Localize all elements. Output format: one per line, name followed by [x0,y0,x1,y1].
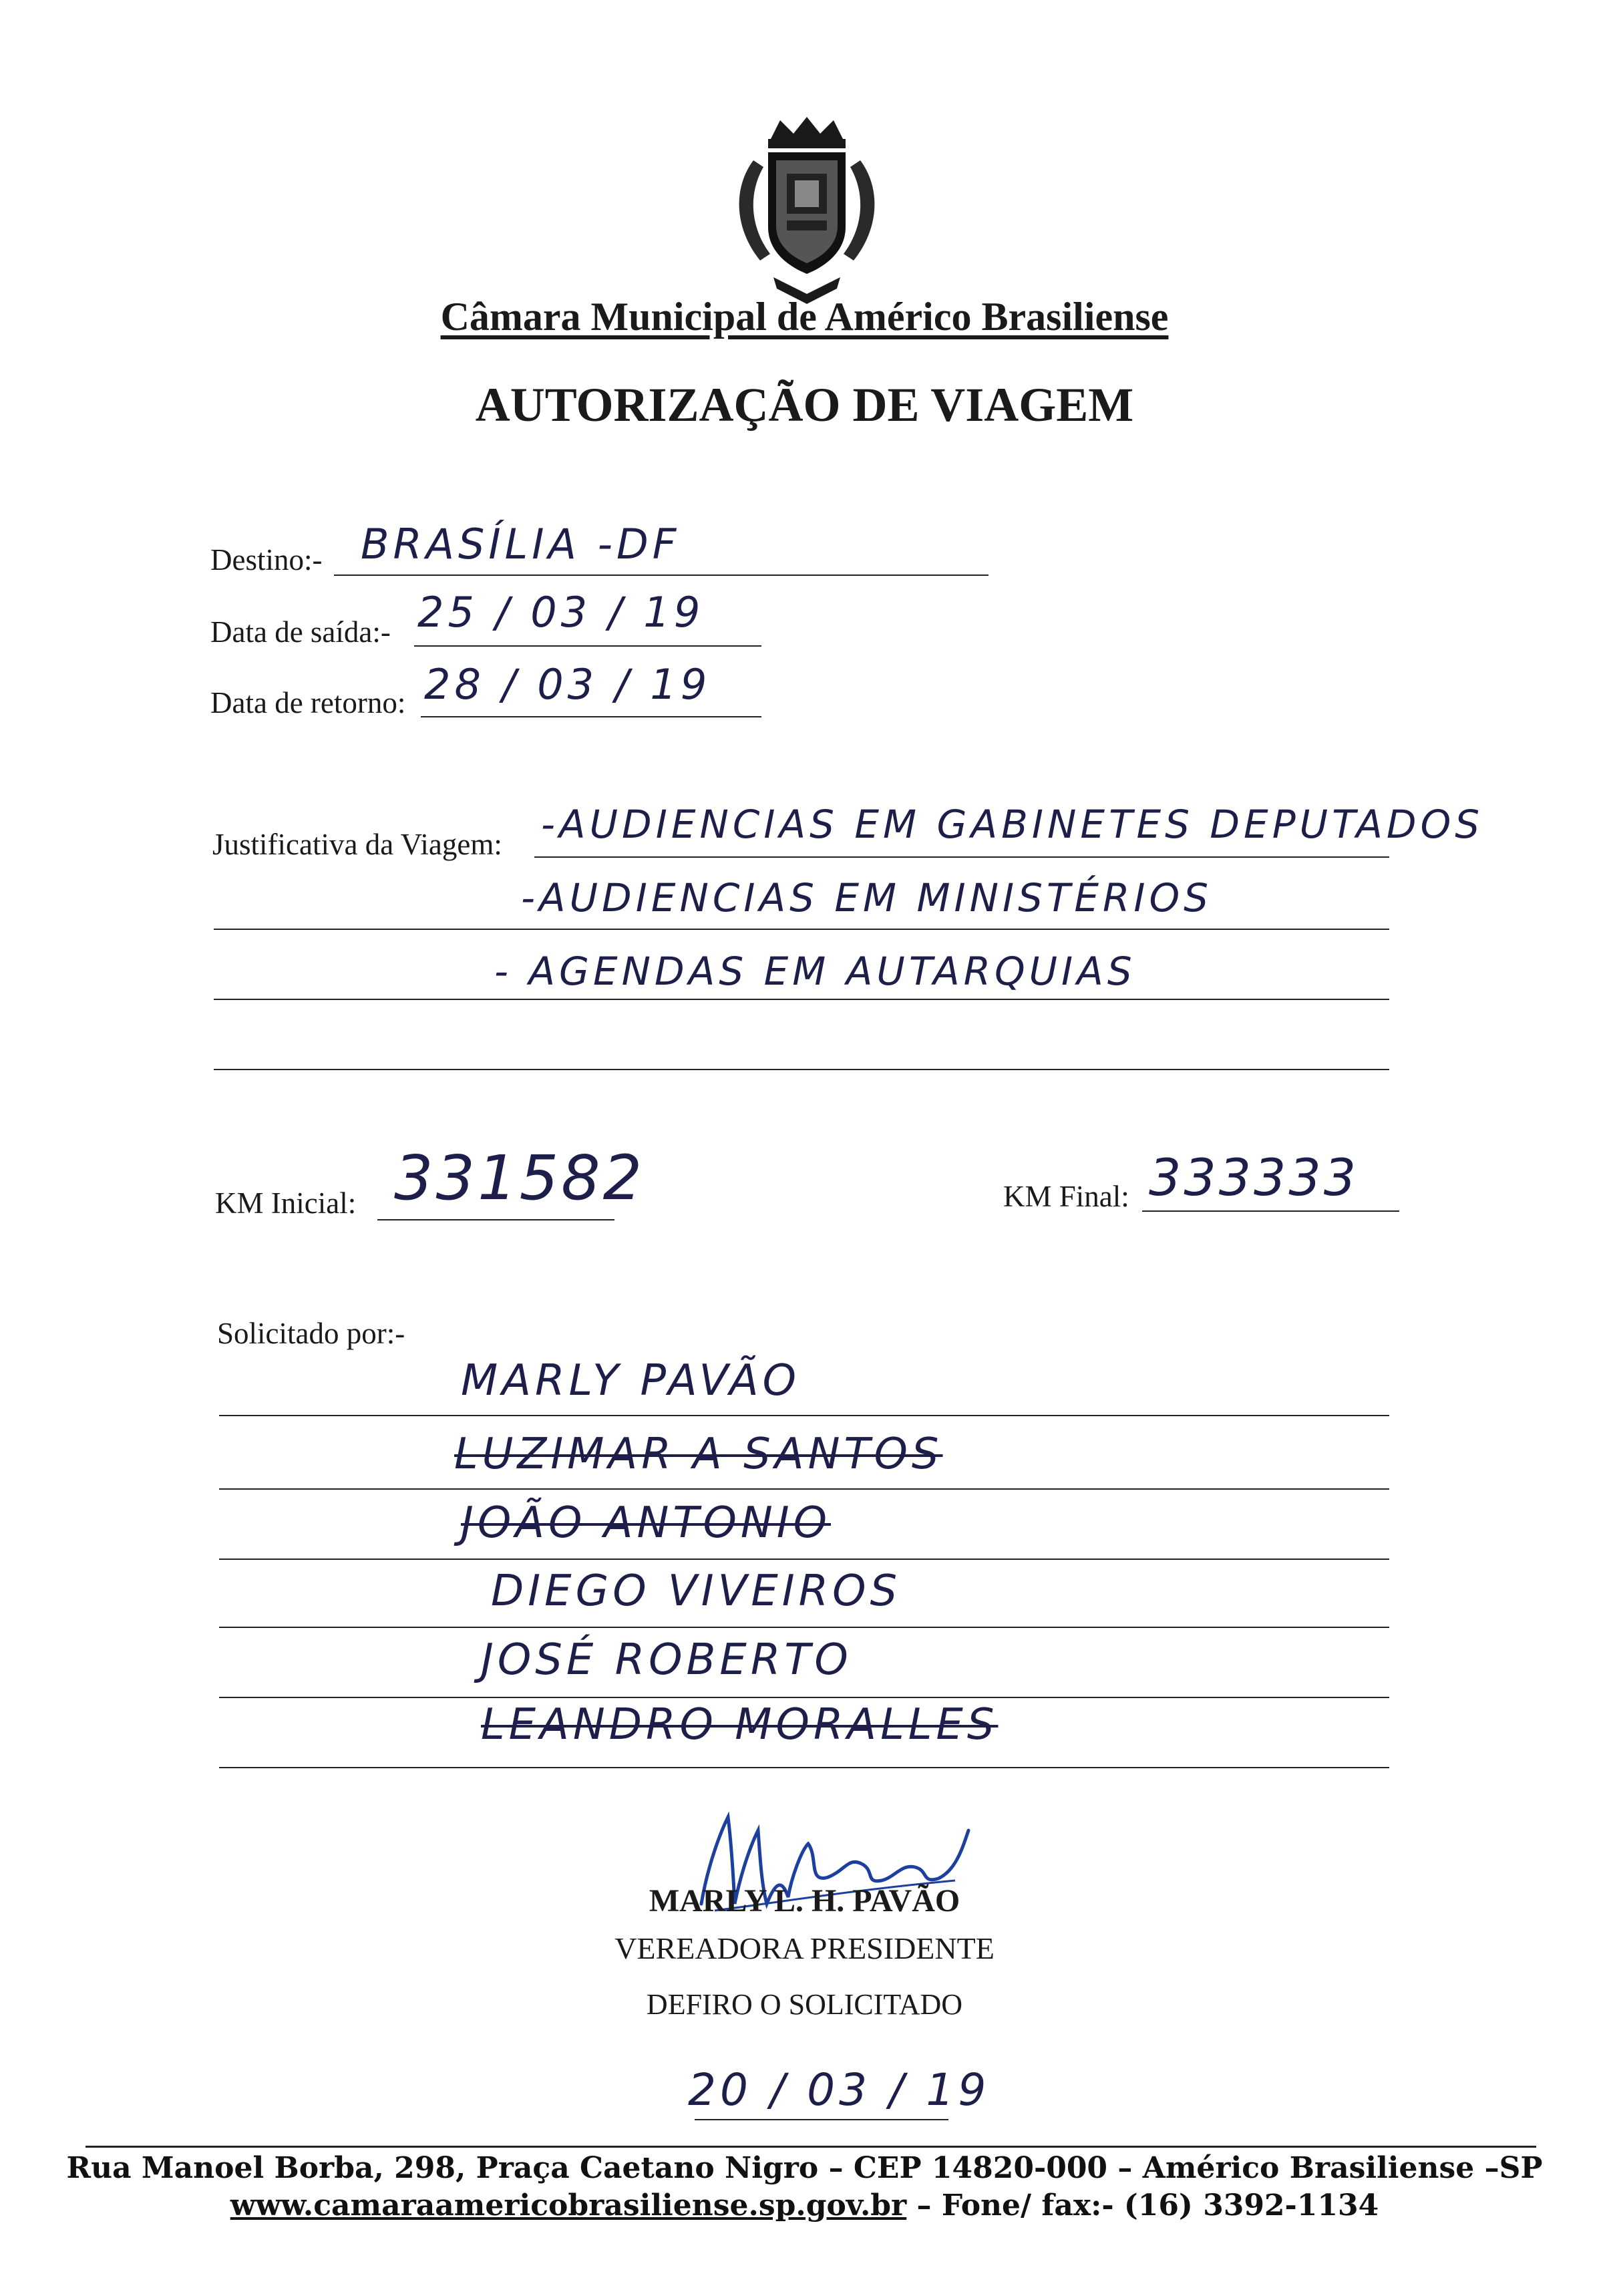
justification-underline [534,856,1389,858]
requester-name: JOSÉ ROBERTO [481,1635,852,1685]
justification-line: -AUDIENCIAS EM GABINETES DEPUTADOS [541,802,1484,847]
km-final-label: KM Final: [1003,1180,1129,1213]
requester-name-struck: JOÃO ANTONIO [461,1498,831,1548]
approval-statement: DEFIRO O SOLICITADO [646,1988,963,2021]
km-initial-underline [377,1219,614,1220]
requester-name-struck: LEANDRO MORALLES [481,1700,999,1750]
footer-phone: – Fone/ fax:- (16) 3392-1134 [906,2188,1379,2223]
requester-name-struck: LUZIMAR A SANTOS [454,1430,943,1479]
footer-website-link[interactable]: www.camaraamericobrasiliense.sp.gov.br [230,2188,907,2223]
requester-underline [219,1767,1389,1768]
km-initial-label: KM Inicial: [215,1186,357,1220]
departure-date-label: Data de saída:- [210,615,391,649]
footer-contact [0,2188,1609,2223]
justification-line: - AGENDAS EM AUTARQUIAS [494,949,1136,994]
requester-underline [219,1627,1389,1628]
return-date-underline [421,716,761,717]
km-final-underline [1142,1210,1399,1212]
justification-line: -AUDIENCIAS EM MINISTÉRIOS [521,875,1212,921]
destination-value: BRASÍLIA -DF [361,520,681,568]
justification-label: Justificativa da Viagem: [212,828,502,861]
requester-underline [219,1415,1389,1416]
signer-name: MARLY L. H. PAVÃO [649,1883,960,1919]
approval-date: 20 / 03 / 19 [688,2064,991,2116]
requester-underline [219,1697,1389,1698]
signer-role: VEREADORA PRESIDENTE [614,1931,995,1965]
km-final-value: 333333 [1149,1148,1359,1207]
return-date-label: Data de retorno: [210,686,406,719]
requested-by-label: Solicitado por:- [217,1317,405,1350]
departure-date-value: 25 / 03 / 19 [417,588,705,637]
coat-of-arms-logo [707,114,907,314]
justification-underline [214,1069,1389,1070]
departure-date-underline [414,645,761,647]
justification-underline [214,999,1389,1000]
justification-underline [214,929,1389,930]
destination-label: Destino:- [210,543,323,577]
requester-name: MARLY PAVÃO [461,1356,801,1406]
destination-underline [334,575,989,576]
footer-divider [85,2146,1536,2148]
return-date-value: 28 / 03 / 19 [424,660,711,709]
requester-name: DIEGO VIVEIROS [491,1567,902,1616]
requester-underline [219,1559,1389,1560]
requester-underline [219,1488,1389,1490]
approval-date-underline [695,2119,948,2120]
km-initial-value: 331582 [394,1142,645,1214]
institution-name: Câmara Municipal de Américo Brasiliense [440,295,1169,339]
footer-address: Rua Manoel Borba, 298, Praça Caetano Nigro – CEP 14820-000 – Américo Brasiliense –SP [66,2151,1543,2185]
document-title: AUTORIZAÇÃO DE VIAGEM [475,378,1134,432]
